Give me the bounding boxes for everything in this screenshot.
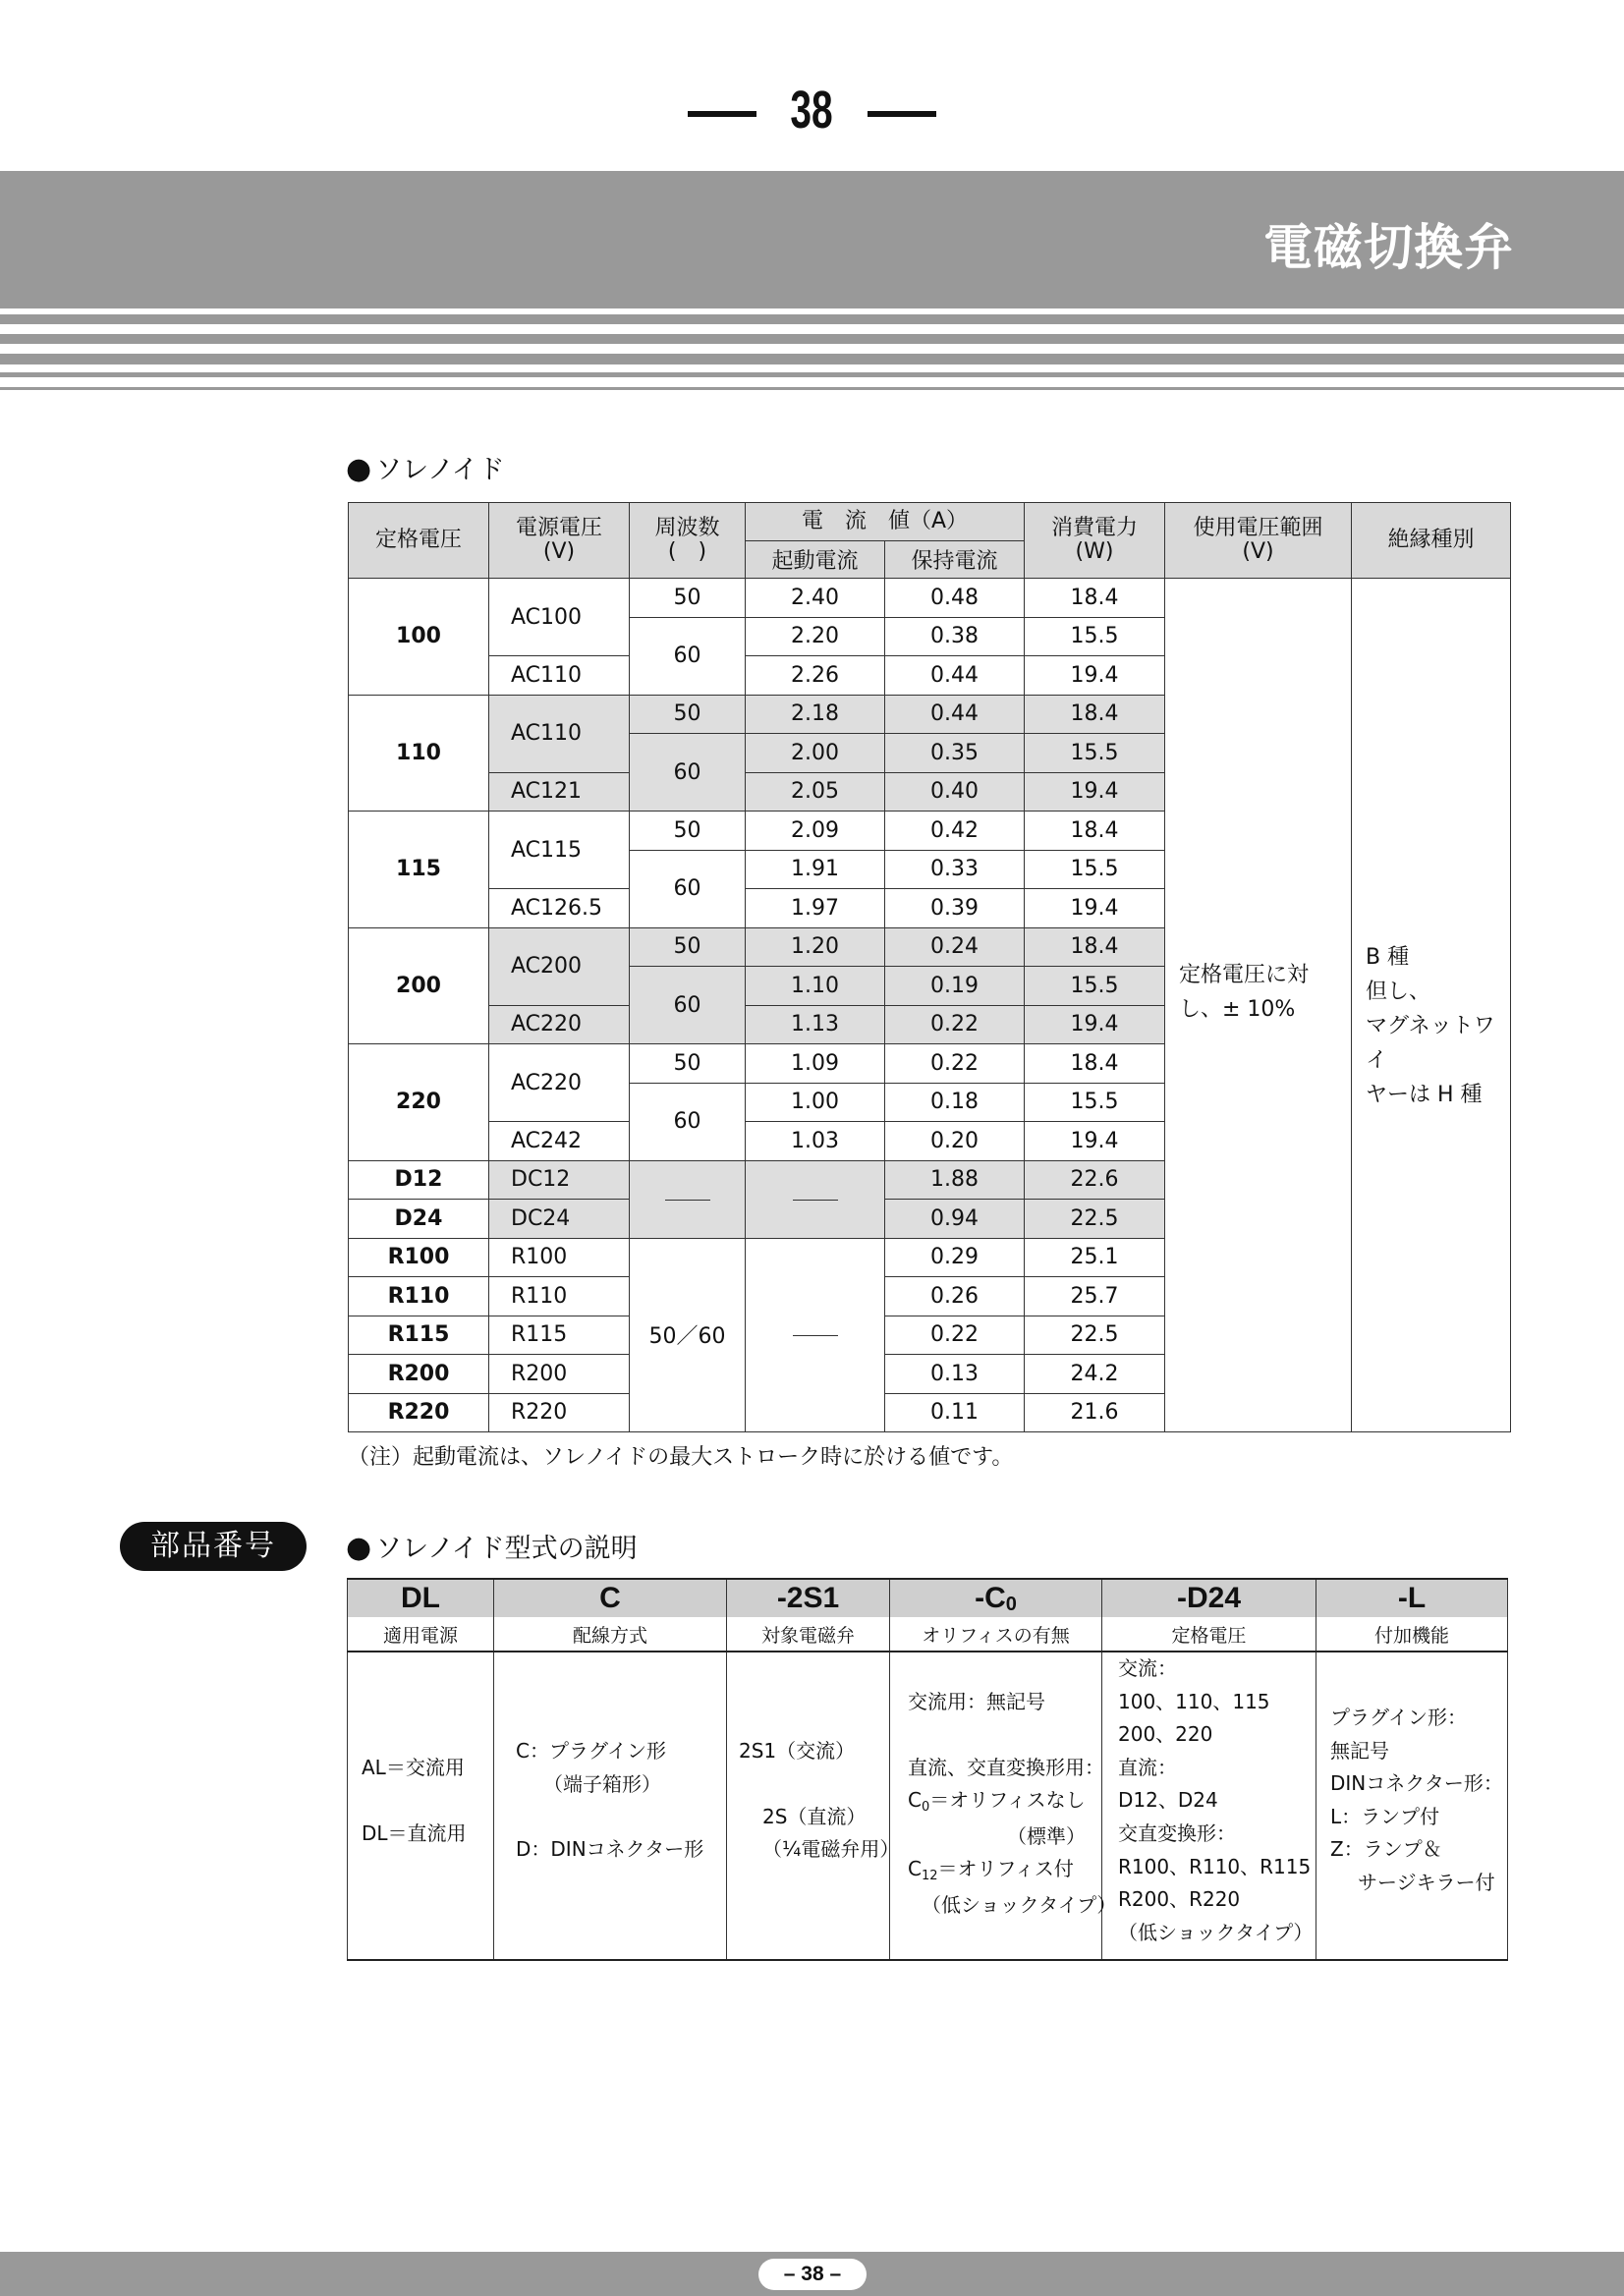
voltage-range-cell [1165, 579, 1352, 1432]
table-row [349, 579, 1511, 618]
rated-voltage-cell: R200 [349, 1355, 489, 1394]
supply-voltage-cell: AC110 [489, 656, 630, 696]
rated-voltage-cell: 110 [349, 695, 489, 812]
insulation-text: 但し、 [1366, 980, 1431, 1004]
code-wiring: C [494, 1579, 727, 1617]
bullet-icon: ● [346, 1531, 372, 1565]
dash-line [793, 1335, 838, 1336]
hold-current-cell: 0.29 [885, 1238, 1025, 1277]
range-text: し、± 10% [1179, 997, 1296, 1022]
power-cell: 25.1 [1025, 1238, 1165, 1277]
supply-voltage-cell: AC200 [489, 927, 630, 1005]
supply-voltage-cell: AC100 [489, 579, 630, 656]
rated-voltage-cell: R115 [349, 1316, 489, 1355]
section-title: 電磁切換弁 [1263, 219, 1514, 276]
desc-addon: プラグイン形： 無記号 DINコネクター形： L：ランプ付 Z：ランプ＆ サージキラー付 [1316, 1652, 1508, 1960]
start-current-cell-none [746, 1238, 885, 1432]
supply-voltage-cell: AC220 [489, 1044, 630, 1122]
desc-wiring: C：プラグイン形 （端子箱形） D：DINコネクター形 [494, 1652, 727, 1960]
hold-current-cell: 0.35 [885, 734, 1025, 773]
start-current-cell: 2.05 [746, 772, 885, 812]
power-cell: 19.4 [1025, 1122, 1165, 1161]
supply-voltage-cell: R110 [489, 1277, 630, 1316]
col-voltage-range: 使用電圧範囲 (V) [1165, 503, 1352, 579]
table-note: （注）起動電流は、ソレノイドの最大ストローク時に於ける値です。 [348, 1445, 1014, 1470]
supply-voltage-cell: R200 [489, 1355, 630, 1394]
col-supply-voltage: 電源電圧 (V) [489, 503, 630, 579]
hold-current-cell: 0.22 [885, 1005, 1025, 1044]
hold-current-cell: 0.22 [885, 1316, 1025, 1355]
hold-current-cell: 0.44 [885, 656, 1025, 696]
header-stripe [0, 334, 1624, 344]
frequency-cell: 60 [630, 734, 746, 812]
power-cell: 15.5 [1025, 1083, 1165, 1122]
col-start-current: 起動電流 [746, 541, 885, 579]
model-heading: ● ソレノイド型式の説明 [346, 1531, 638, 1565]
frequency-cell: 60 [630, 967, 746, 1044]
col-power: 消費電力 (W) [1025, 503, 1165, 579]
power-cell: 19.4 [1025, 656, 1165, 696]
rated-voltage-cell: D12 [349, 1160, 489, 1200]
desc-voltage: 交流： 100、110、115 200、220 直流： D12、D24 交直変換形： R100、R110、R115 R200、R220 （低ショックタイプ） [1102, 1652, 1316, 1960]
power-cell: 19.4 [1025, 889, 1165, 928]
hold-current-cell: 0.94 [885, 1200, 1025, 1239]
name-orifice: オリフィスの有無 [890, 1617, 1102, 1652]
frequency-cell: 50 [630, 927, 746, 967]
power-cell: 15.5 [1025, 734, 1165, 773]
name-addon: 付加機能 [1316, 1617, 1508, 1652]
power-cell: 24.2 [1025, 1355, 1165, 1394]
hold-current-cell: 0.42 [885, 812, 1025, 851]
range-text: 定格電圧に対 [1179, 963, 1310, 987]
rated-voltage-cell: 115 [349, 812, 489, 928]
power-cell: 19.4 [1025, 772, 1165, 812]
start-current-cell: 2.26 [746, 656, 885, 696]
code-addon: -L [1316, 1579, 1508, 1617]
start-current-cell: 1.13 [746, 1005, 885, 1044]
start-current-cell: 1.20 [746, 927, 885, 967]
hold-current-cell: 1.88 [885, 1160, 1025, 1200]
model-code-table [347, 1578, 1508, 1961]
frequency-cell: 50 [630, 812, 746, 851]
rated-voltage-cell: R100 [349, 1238, 489, 1277]
header-stripe [0, 372, 1624, 377]
insulation-text: B 種 [1366, 945, 1410, 970]
code-power: DL [348, 1579, 494, 1617]
insulation-text: マグネットワイ [1366, 1014, 1495, 1073]
code-valve: -2S1 [727, 1579, 890, 1617]
power-cell: 22.6 [1025, 1160, 1165, 1200]
desc-power: AL＝交流用 DL＝直流用 [348, 1652, 494, 1960]
start-current-cell: 2.40 [746, 579, 885, 618]
supply-voltage-cell: AC126.5 [489, 889, 630, 928]
name-voltage: 定格電圧 [1102, 1617, 1316, 1652]
supply-voltage-cell: AC110 [489, 695, 630, 772]
header-stripe [0, 314, 1624, 324]
name-valve: 対象電磁弁 [727, 1617, 890, 1652]
supply-voltage-cell: AC115 [489, 812, 630, 889]
hold-current-cell: 0.40 [885, 772, 1025, 812]
col-rated-voltage: 定格電圧 [349, 503, 489, 579]
power-cell: 15.5 [1025, 617, 1165, 656]
start-current-cell: 1.97 [746, 889, 885, 928]
dash-right [868, 111, 936, 117]
rated-voltage-cell: R220 [349, 1393, 489, 1432]
desc-valve: 2S1（交流） 2S（直流） （¼電磁弁用） [727, 1652, 890, 1960]
insulation-text: ヤーは H 種 [1366, 1083, 1483, 1107]
rated-voltage-cell: 220 [349, 1044, 489, 1161]
hold-current-cell: 0.19 [885, 967, 1025, 1006]
desc-orifice: 交流用：無記号 直流、交直変換形用： $C_0=$オリフィスなし （標準） $C_{12}=$オリフィス付 （低ショックタイプ） [890, 1652, 1102, 1960]
power-cell: 19.4 [1025, 1005, 1165, 1044]
bullet-icon: ● [346, 452, 372, 486]
power-cell: 25.7 [1025, 1277, 1165, 1316]
insulation-cell [1352, 579, 1511, 1432]
power-cell: 18.4 [1025, 812, 1165, 851]
supply-voltage-cell: AC242 [489, 1122, 630, 1161]
hold-current-cell: 0.18 [885, 1083, 1025, 1122]
power-cell: 15.5 [1025, 850, 1165, 889]
frequency-cell: 60 [630, 850, 746, 927]
page-number: 38 [0, 79, 1624, 141]
start-current-cell: 1.10 [746, 967, 885, 1006]
frequency-cell: 50／60 [630, 1238, 746, 1432]
power-cell: 15.5 [1025, 967, 1165, 1006]
start-current-cell: 1.91 [746, 850, 885, 889]
hold-current-cell: 0.38 [885, 617, 1025, 656]
start-current-cell: 1.00 [746, 1083, 885, 1122]
frequency-cell: 50 [630, 1044, 746, 1084]
power-cell: 22.5 [1025, 1200, 1165, 1239]
power-cell: 18.4 [1025, 695, 1165, 734]
header-stripe [0, 354, 1624, 364]
frequency-cell: 50 [630, 695, 746, 734]
frequency-cell: 50 [630, 579, 746, 618]
supply-voltage-cell: DC24 [489, 1200, 630, 1239]
supply-voltage-cell: DC12 [489, 1160, 630, 1200]
solenoid-table [348, 502, 1511, 1432]
start-current-cell: 2.18 [746, 695, 885, 734]
hold-current-cell: 0.13 [885, 1355, 1025, 1394]
rated-voltage-cell: D24 [349, 1200, 489, 1239]
header-stripe [0, 387, 1624, 390]
code-voltage: -D24 [1102, 1579, 1316, 1617]
rated-voltage-cell: 200 [349, 927, 489, 1044]
rated-voltage-cell: R110 [349, 1277, 489, 1316]
start-current-cell: 1.09 [746, 1044, 885, 1084]
power-cell: 18.4 [1025, 927, 1165, 967]
hold-current-cell: 0.33 [885, 850, 1025, 889]
rated-voltage-cell: 100 [349, 579, 489, 696]
hold-current-cell: 0.22 [885, 1044, 1025, 1084]
power-cell: 21.6 [1025, 1393, 1165, 1432]
hold-current-cell: 0.11 [885, 1393, 1025, 1432]
power-cell: 18.4 [1025, 1044, 1165, 1084]
supply-voltage-cell: R115 [489, 1316, 630, 1355]
dash-line [793, 1200, 838, 1201]
frequency-cell: 60 [630, 1083, 746, 1160]
start-current-cell: 1.03 [746, 1122, 885, 1161]
col-hold-current: 保持電流 [885, 541, 1025, 579]
hold-current-cell: 0.48 [885, 579, 1025, 618]
solenoid-heading: ● ソレノイド [346, 452, 505, 486]
hold-current-cell: 0.26 [885, 1277, 1025, 1316]
supply-voltage-cell: AC121 [489, 772, 630, 812]
hold-current-cell: 0.20 [885, 1122, 1025, 1161]
footer-page-number: – 38 – [758, 2259, 867, 2290]
supply-voltage-cell: R100 [489, 1238, 630, 1277]
col-current: 電 流 値（A） [746, 503, 1025, 541]
start-current-cell: 2.09 [746, 812, 885, 851]
col-frequency: 周波数 ( ) [630, 503, 746, 579]
start-current-cell: 2.00 [746, 734, 885, 773]
supply-voltage-cell: AC220 [489, 1005, 630, 1044]
start-current-cell-none [746, 1160, 885, 1238]
frequency-cell: 60 [630, 617, 746, 695]
power-cell: 18.4 [1025, 579, 1165, 618]
code-orifice: $-C_0$ [890, 1579, 1102, 1617]
hold-current-cell: 0.24 [885, 927, 1025, 967]
name-power: 適用電源 [348, 1617, 494, 1652]
hold-current-cell: 0.39 [885, 889, 1025, 928]
dash-left [688, 111, 756, 117]
name-wiring: 配線方式 [494, 1617, 727, 1652]
power-cell: 22.5 [1025, 1316, 1165, 1355]
parts-number-label: 部品番号 [120, 1522, 307, 1571]
col-insulation: 絶縁種別 [1352, 503, 1511, 579]
start-current-cell: 2.20 [746, 617, 885, 656]
frequency-cell-none [630, 1160, 746, 1238]
supply-voltage-cell: R220 [489, 1393, 630, 1432]
hold-current-cell: 0.44 [885, 695, 1025, 734]
dash-line [665, 1200, 710, 1201]
